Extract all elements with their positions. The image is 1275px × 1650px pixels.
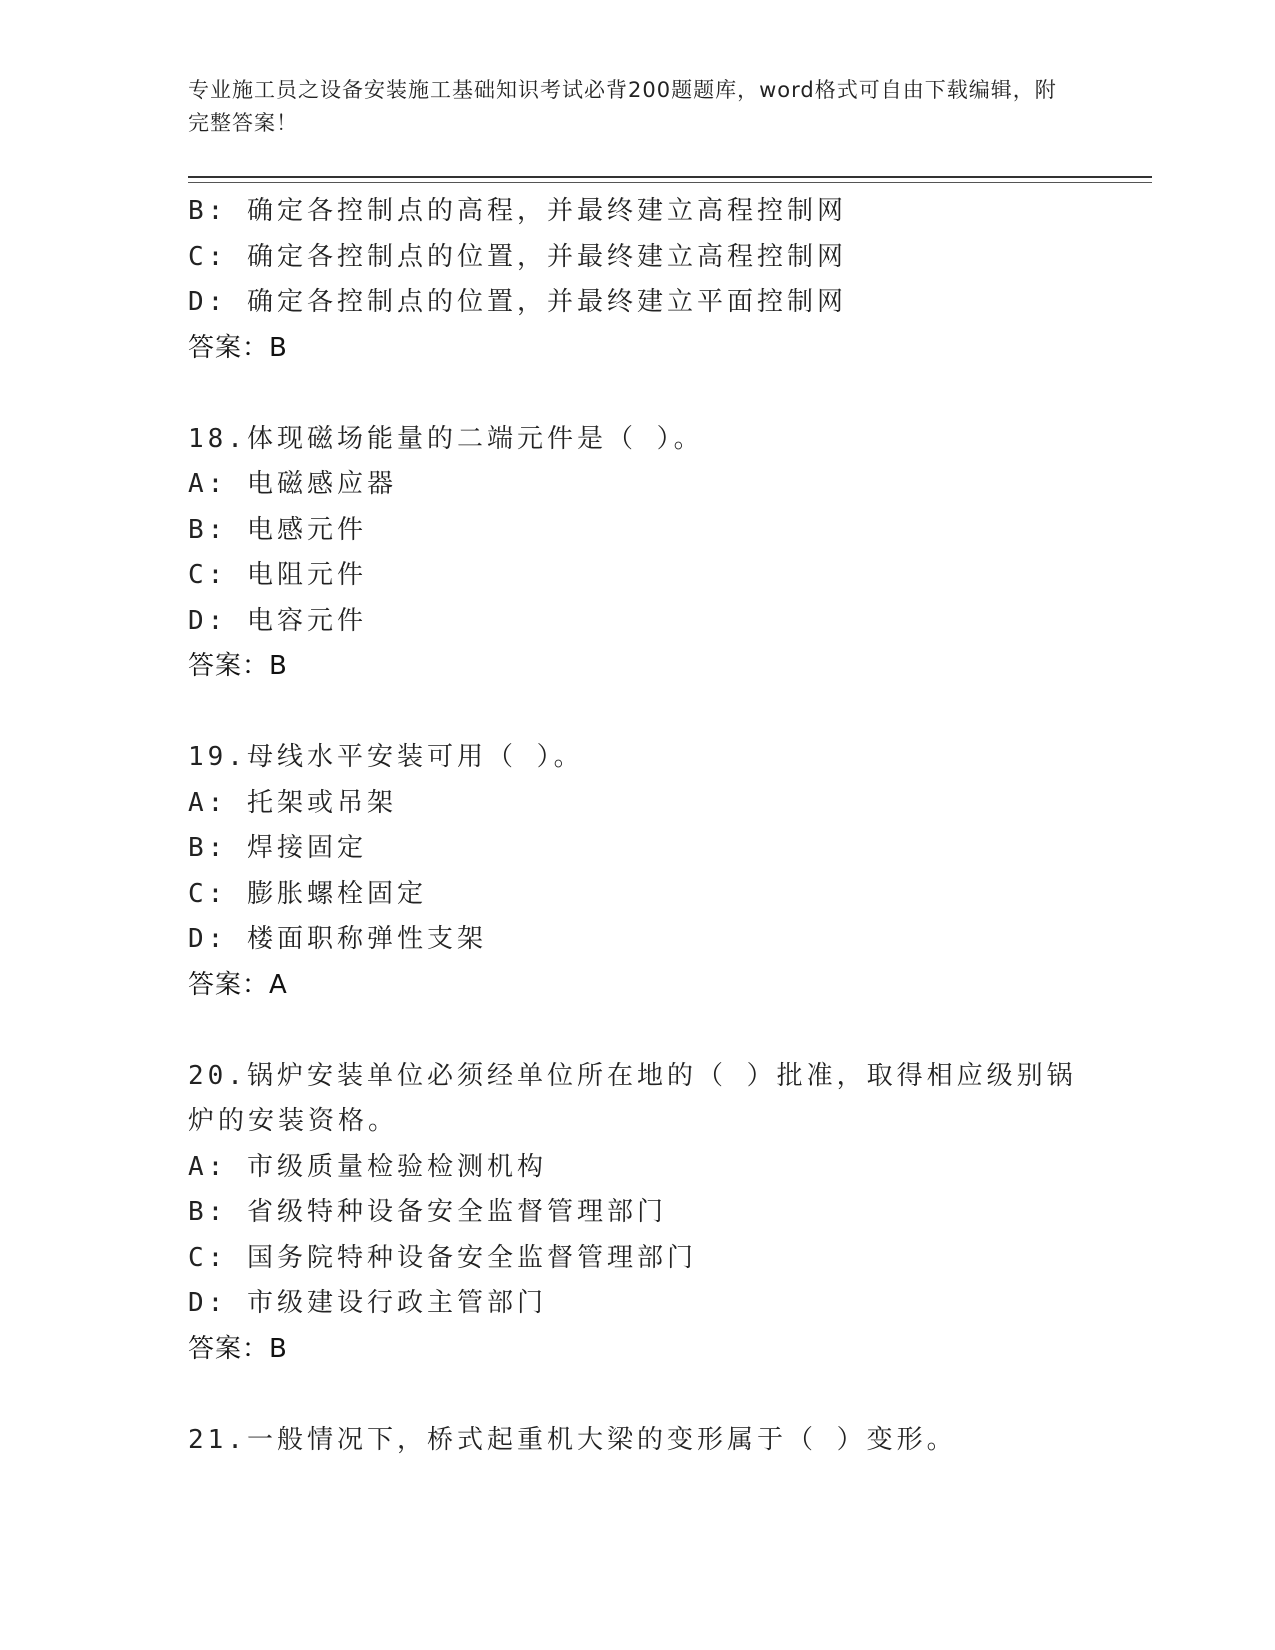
document-header: 专业施工员之设备安装施工基础知识考试必背200题题库，word格式可自由下载编辑，附完整答案！	[188, 78, 1057, 135]
option-d: D: 确定各控制点的位置，并最终建立平面控制网	[188, 287, 847, 317]
option-b: B: 确定各控制点的高程，并最终建立高程控制网	[188, 196, 847, 226]
answer: 答案：B	[188, 1333, 288, 1364]
option-c: C: 国务院特种设备安全监督管理部门	[188, 1242, 697, 1273]
question-stem: 19.母线水平安装可用（ ）。	[188, 742, 584, 772]
question-18	[188, 417, 1088, 690]
question-17-continued	[188, 189, 1088, 371]
header-divider-thin	[188, 182, 1152, 183]
option-c: C: 确定各控制点的位置，并最终建立高程控制网	[188, 241, 847, 272]
spacer	[188, 1372, 1088, 1418]
answer: 答案：B	[188, 651, 288, 681]
answer: 答案：B	[188, 332, 288, 363]
spacer	[188, 690, 1088, 736]
option-d: D: 电容元件	[188, 605, 367, 636]
option-c: C: 膨胀螺栓固定	[188, 878, 427, 909]
option-a: A: 托架或吊架	[188, 787, 397, 818]
spacer	[188, 371, 1088, 417]
question-stem: 21.一般情况下，桥式起重机大梁的变形属于（ ）变形。	[188, 1424, 957, 1455]
question-stem: 18.体现磁场能量的二端元件是（ ）。	[188, 423, 704, 454]
answer: 答案：A	[188, 969, 288, 1000]
option-a: A: 电磁感应器	[188, 469, 397, 499]
question-21	[188, 1418, 1088, 1464]
option-d: D: 市级建设行政主管部门	[188, 1288, 547, 1318]
option-b: B: 电感元件	[188, 514, 367, 545]
question-19	[188, 735, 1088, 1008]
option-c: C: 电阻元件	[188, 560, 367, 590]
spacer	[188, 1008, 1088, 1054]
question-stem: 20.锅炉安装单位必须经单位所在地的（ ）批准，取得相应级别锅炉的安装资格。	[188, 1060, 1077, 1136]
question-list	[188, 189, 1088, 1463]
option-d: D: 楼面职称弹性支架	[188, 924, 487, 954]
question-20	[188, 1054, 1088, 1373]
option-b: B: 焊接固定	[188, 833, 367, 863]
option-b: B: 省级特种设备安全监督管理部门	[188, 1197, 667, 1227]
header-divider-thick	[188, 176, 1152, 178]
option-a: A: 市级质量检验检测机构	[188, 1151, 547, 1182]
